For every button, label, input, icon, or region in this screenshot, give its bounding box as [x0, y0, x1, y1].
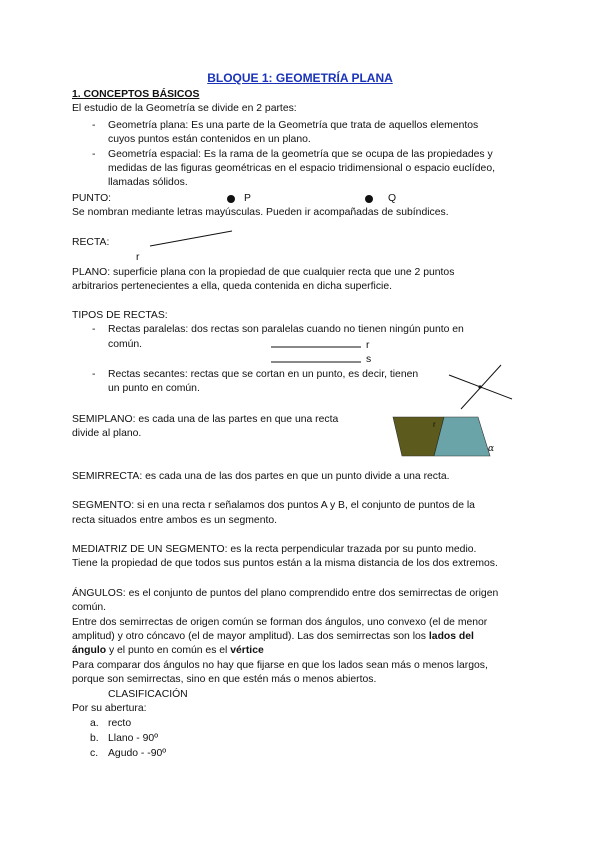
section-heading: 1. CONCEPTOS BÁSICOS — [72, 89, 200, 100]
punto-desc: Se nombran mediante letras mayúsculas. Pueden ir acompañadas de subíndices. — [72, 207, 449, 218]
list-marker: b. — [90, 733, 99, 744]
angulos-line2: común. — [72, 602, 107, 613]
bullet1-line1: Geometría plana: Es una parte de la Geometría que trata de aquellos elementos — [108, 120, 479, 131]
semirrecta-text: SEMIRRECTA: es cada una de las dos partes en que un punto divide a una recta. — [72, 471, 450, 482]
secantes-line2: un punto en común. — [108, 383, 200, 394]
bullet-marker: - — [92, 324, 96, 335]
point-p-label: P — [244, 193, 251, 204]
secantes-line1: Rectas secantes: rectas que se cortan en un punto, es decir, tienen — [108, 369, 419, 380]
list-marker: c. — [90, 748, 99, 759]
bullet2-line3: llamadas sólidos. — [108, 177, 188, 188]
recta-label: RECTA: — [72, 237, 110, 248]
semiplano-r-label: r — [433, 420, 436, 429]
segmento-line2: recta situados entre ambos es un segmento. — [72, 515, 278, 526]
angulos-line5 — [72, 644, 264, 658]
angulos-line5-text: y el punto en común es el — [106, 645, 231, 656]
plano-line1: PLANO: superficie plana con la propiedad de que cualquier recta que une 2 puntos — [72, 267, 455, 278]
bullet-marker: - — [92, 120, 96, 131]
tipos-heading: TIPOS DE RECTAS: — [72, 310, 168, 321]
bullet-marker: - — [92, 369, 96, 380]
compare-line1: Para comparar dos ángulos no hay que fijarse en que los lados sean más o menos largos, — [72, 660, 488, 671]
paralelas-line2: común. — [108, 339, 143, 350]
list-item: Agudo - -90º — [108, 748, 167, 759]
segmento-line1: SEGMENTO: si en una recta r señalamos dos puntos A y B, el conjunto de puntos de la — [72, 500, 475, 511]
punto-label: PUNTO: — [72, 193, 112, 204]
angulos-line4-text: amplitud) y otro cóncavo (el de mayor amplitud). Las dos semirrectas son los — [72, 631, 429, 642]
recta-r-label: r — [136, 252, 140, 263]
semiplano-line1: SEMIPLANO: es cada una de las partes en que una recta — [72, 414, 339, 425]
mediatriz-line1: MEDIATRIZ DE UN SEGMENTO: es la recta perpendicular trazada por su punto medio. — [72, 544, 477, 555]
list-marker: a. — [90, 718, 99, 729]
parallel-s-label: s — [366, 354, 372, 365]
semiplano-line2: divide al plano. — [72, 428, 142, 439]
point-q-label: Q — [388, 193, 397, 204]
bullet2-line2: medidas de las figuras geométricas en el espacio tridimensional o espacio euclídeo, — [108, 163, 495, 174]
alpha-label: α — [488, 444, 495, 454]
page-title: BLOQUE 1: GEOMETRÍA PLANA — [207, 71, 393, 85]
mediatriz-line2: Tiene la propiedad de que todos sus puntos están a la misma distancia de los dos extremos. — [72, 558, 498, 569]
compare-line2: porque son semirrectas, sino en que estén más o menos abiertos. — [72, 674, 377, 685]
clasificacion-heading: CLASIFICACIÓN — [108, 689, 188, 700]
angulos-line3: Entre dos semirrectas de origen común se forman dos ángulos, uno convexo (el de menor — [72, 617, 488, 628]
paralelas-line1: Rectas paralelas: dos rectas son paralelas cuando no tienen ningún punto en — [108, 324, 464, 335]
vertice-bold: vértice — [230, 645, 264, 656]
angulo-bold: ángulo — [72, 645, 107, 656]
parallel-r-label: r — [366, 340, 370, 351]
angulos-line1: ÁNGULOS: es el conjunto de puntos del plano comprendido entre dos semirrectas de origen — [72, 588, 499, 599]
list-item: recto — [108, 718, 132, 729]
bullet2-line1: Geometría espacial: Es la rama de la geometría que se ocupa de las propiedades y — [108, 149, 493, 160]
por-abertura: Por su abertura: — [72, 703, 147, 714]
plano-line2: arbitrarios pertenecientes a ella, queda contenida en dicha superficie. — [72, 281, 393, 292]
list-item: Llano - 90º — [108, 733, 159, 744]
intro-text: El estudio de la Geometría se divide en 2 partes: — [72, 103, 297, 114]
bullet1-line2: cuyos puntos están contenidos en un plano. — [108, 134, 311, 145]
bullet-marker: - — [92, 149, 96, 160]
lados-bold: lados del — [428, 631, 474, 642]
angulos-line4 — [72, 630, 474, 644]
